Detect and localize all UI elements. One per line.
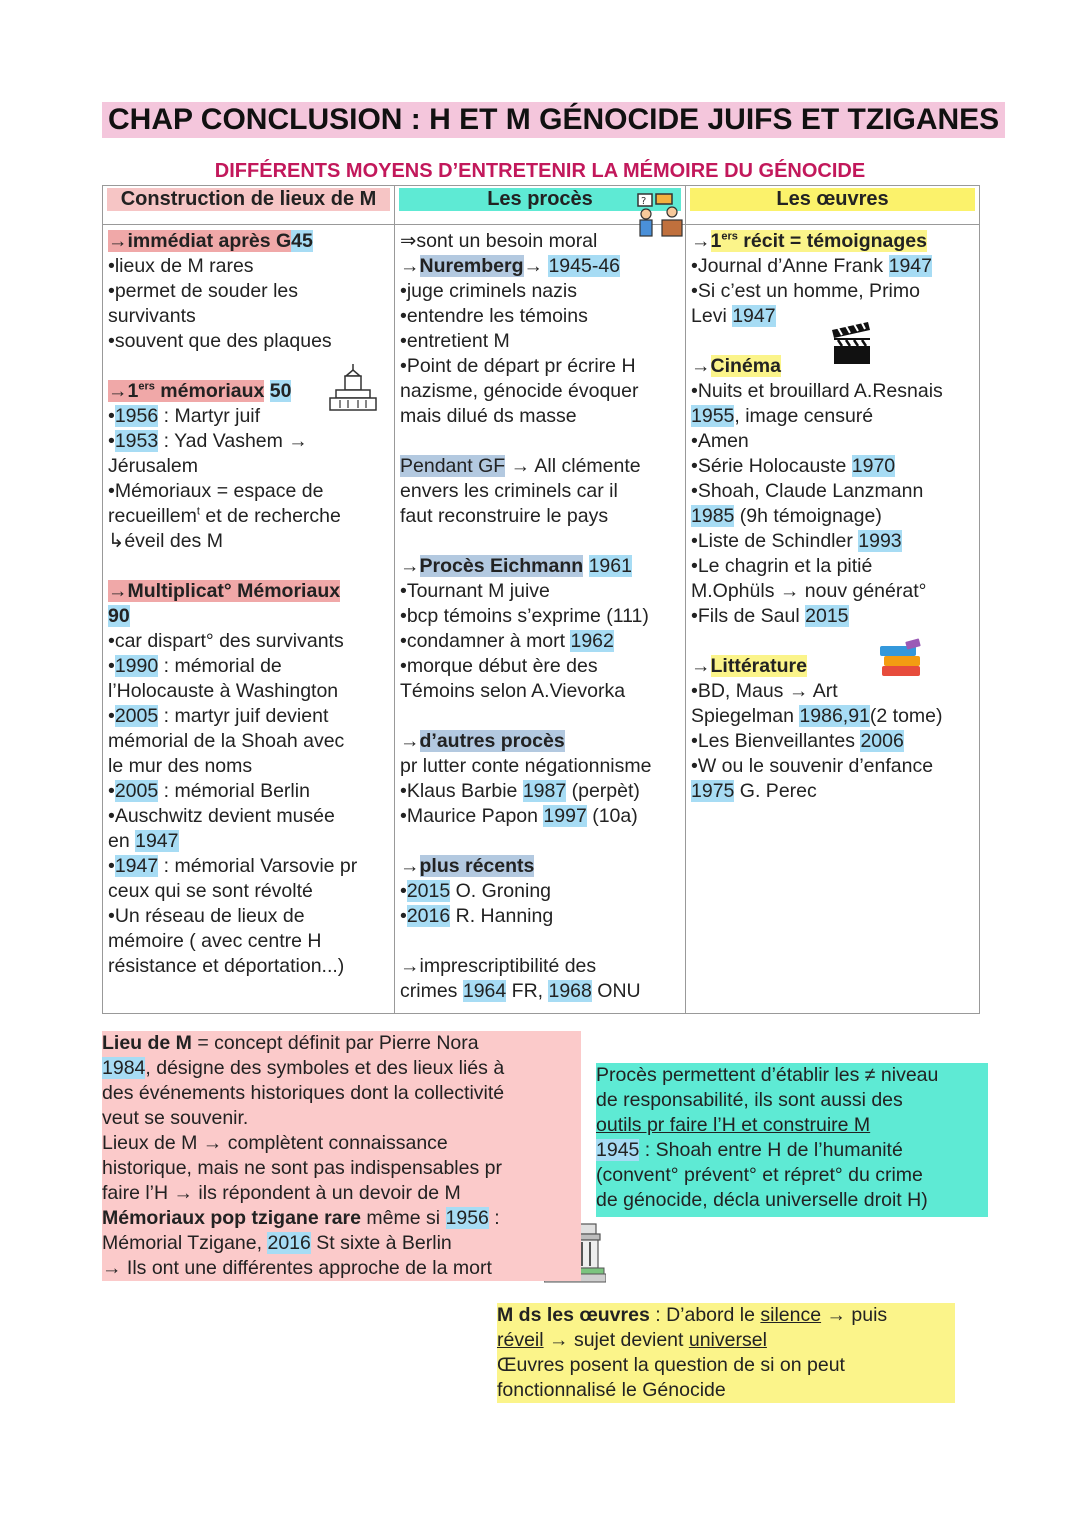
text-line: nazisme, génocide évoquer <box>400 380 639 402</box>
heading-immediat: →immédiat après G45 <box>108 230 313 252</box>
text-line: •Tournant M juive <box>400 580 550 602</box>
text-line: résistance et déportation...) <box>108 955 345 977</box>
text-line: •Liste de Schindler 1993 <box>691 530 902 552</box>
text-line: fonctionnalisé le Génocide <box>497 1379 726 1401</box>
books-icon <box>878 638 924 680</box>
text-line: •permet de souder les <box>108 280 299 302</box>
text-line: le mur des noms <box>108 755 253 777</box>
text-line: Mémoriaux pop tzigane rare même si 1956 : <box>102 1207 500 1229</box>
heading-cinema: →Cinéma <box>691 355 781 377</box>
text-line: Procès permettent d’établir les ≠ niveau <box>596 1064 939 1086</box>
text-line: •entretient M <box>400 330 510 352</box>
text-line: •Shoah, Claude Lanzmann <box>691 480 924 502</box>
heading-multiplication: →Multiplicat° Mémoriaux <box>108 580 341 602</box>
text-line: faire l’H → ils répondent à un devoir de M <box>102 1182 461 1204</box>
text-line: en 1947 <box>108 830 179 852</box>
col-lieux <box>103 225 395 1014</box>
text-line: mémorial de la Shoah avec <box>108 730 345 752</box>
section-subtitle: DIFFÉRENTS MOYENS D’ENTRETENIR LA MÉMOIRE DU GÉNOCIDE <box>214 160 866 182</box>
heading-autres-proces: →d’autres procès <box>400 730 565 752</box>
text-line: •Point de départ pr écrire H <box>400 355 636 377</box>
text-line: Pendant GF → All clémente <box>400 455 641 477</box>
text-line: 1945 : Shoah entre H de l’humanité <box>596 1139 903 1161</box>
text-line: 1955, image censuré <box>691 405 874 427</box>
text-line: •Si c’est un homme, Primo <box>691 280 920 302</box>
lieu-de-memoire-box <box>102 1031 581 1281</box>
text-line: •car dispart° des survivants <box>108 630 344 652</box>
text-line: •morque début ère des <box>400 655 598 677</box>
text-line: 1975 G. Perec <box>691 780 817 802</box>
text-line: l’Holocauste à Washington <box>108 680 339 702</box>
text-line: •souvent que des plaques <box>108 330 332 352</box>
text-line: pr lutter conte négationnisme <box>400 755 652 777</box>
text-line: survivants <box>108 305 196 327</box>
text-line: de responsabilité, ils sont aussi des <box>596 1089 903 1111</box>
text-line: Lieux de M → complètent connaissance <box>102 1132 448 1154</box>
text-line: •condamner à mort 1962 <box>400 630 614 652</box>
text-line: → Ils ont une différentes approche de la mort <box>102 1257 492 1279</box>
text-line: faut reconstruire le pays <box>400 505 609 527</box>
text-line: •Journal d’Anne Frank 1947 <box>691 255 932 277</box>
text-line: historique, mais ne sont pas indispensables pr <box>102 1157 502 1179</box>
heading-plus-recents: →plus récents <box>400 855 535 877</box>
text-line: mémoire ( avec centre H <box>108 930 322 952</box>
proces-summary-box <box>596 1063 988 1217</box>
text-line: recueillem$^t$ et de recherche <box>108 505 341 527</box>
text-line: •Série Holocauste 1970 <box>691 455 896 477</box>
text-line: (convent° prévent° et répret° du crime <box>596 1164 923 1186</box>
text-line: ↳éveil des M <box>108 530 223 552</box>
text-line: •Klaus Barbie 1987 (perpèt) <box>400 780 640 802</box>
text-line: 1984, désigne des symboles et des lieux liés à <box>102 1057 505 1079</box>
heading-litterature: →Littérature <box>691 655 807 677</box>
text-line: Spiegelman 1986,91(2 tome) <box>691 705 943 727</box>
text-line: •Maurice Papon 1997 (10a) <box>400 805 638 827</box>
text-line: •entendre les témoins <box>400 305 588 327</box>
text-line: Témoins selon A.Vievorka <box>400 680 626 702</box>
text-line: •1956 : Martyr juif <box>108 405 261 427</box>
text-line: veut se souvenir. <box>102 1107 249 1129</box>
text-line: •lieux de M rares <box>108 255 254 277</box>
text-line: •1953 : Yad Vashem → <box>108 430 308 452</box>
text-line: •1947 : mémorial Varsovie pr <box>108 855 358 877</box>
courtroom-icon <box>636 192 684 240</box>
text-line: de génocide, décla universelle droit H) <box>596 1189 928 1211</box>
heading-year: 90 <box>108 605 130 627</box>
text-line: •2005 : martyr juif devient <box>108 705 329 727</box>
text-line: Œuvres posent la question de si on peut <box>497 1354 845 1376</box>
header-lieux: Construction de lieux de M <box>103 186 395 225</box>
heading-recit: →1ers récit = témoignages <box>691 230 927 252</box>
text-line: •1990 : mémorial de <box>108 655 282 677</box>
text-line: •bcp témoins s’exprime (111) <box>400 605 649 627</box>
text-line: •Auschwitz devient musée <box>108 805 335 827</box>
svg-text:?: ? <box>641 196 647 207</box>
text-line: •2015 O. Groning <box>400 880 552 902</box>
text-line: réveil → sujet devient universel <box>497 1329 767 1351</box>
text-line: •Nuits et brouillard A.Resnais <box>691 380 943 402</box>
heading-memoriaux: →1ers mémoriaux 50 <box>108 380 292 402</box>
text-line: •Le chagrin et la pitié <box>691 555 873 577</box>
text-line: •2016 R. Hanning <box>400 905 554 927</box>
text-line: M.Ophüls → nouv générat° <box>691 580 927 602</box>
text-line: Jérusalem <box>108 455 198 477</box>
text-line: •BD, Maus → Art <box>691 680 838 702</box>
text-line: outils pr faire l’H et construire M <box>596 1114 871 1136</box>
text-line: Mémorial Tzigane, 2016 St sixte à Berlin <box>102 1232 452 1254</box>
text-line: •W ou le souvenir d’enfance <box>691 755 934 777</box>
header-proces: Les procès <box>395 186 686 225</box>
text-line: des événements historiques dont la collectivité <box>102 1082 505 1104</box>
text-line: •Un réseau de lieux de <box>108 905 305 927</box>
text-line: 1985 (9h témoignage) <box>691 505 882 527</box>
text-line: crimes 1964 FR, 1968 ONU <box>400 980 641 1002</box>
text-line: Lieu de M = concept définit par Pierre Nora <box>102 1032 479 1054</box>
text-line: →imprescriptibilité des <box>400 955 597 977</box>
text-line: mais dilué ds masse <box>400 405 577 427</box>
text-line: M ds les œuvres : D’abord le silence → puis <box>497 1304 888 1326</box>
page-title: CHAP CONCLUSION : H ET M GÉNOCIDE JUIFS ET TZIGANES <box>102 102 1005 138</box>
memory-table <box>102 185 980 1014</box>
header-oeuvres: Les œuvres <box>686 186 980 225</box>
monument-icon <box>326 362 380 414</box>
text-line: •juge criminels nazis <box>400 280 577 302</box>
text-line: ⇒sont un besoin moral <box>400 230 598 252</box>
text-line: •Fils de Saul 2015 <box>691 605 849 627</box>
clapperboard-icon <box>830 320 874 368</box>
text-line: Levi 1947 <box>691 305 776 327</box>
text-line: ceux qui se sont révolté <box>108 880 313 902</box>
text-line: envers les criminels car il <box>400 480 618 502</box>
text-line: •Mémoriaux = espace de <box>108 480 324 502</box>
text-line: •2005 : mémorial Berlin <box>108 780 310 802</box>
oeuvres-summary-box <box>497 1303 955 1403</box>
heading-eichmann: →Procès Eichmann 1961 <box>400 555 632 577</box>
col-proces <box>395 225 686 1014</box>
text-line: •Les Bienveillantes 2006 <box>691 730 904 752</box>
heading-nuremberg: →Nuremberg→ 1945-46 <box>400 255 621 277</box>
text-line: •Amen <box>691 430 749 452</box>
